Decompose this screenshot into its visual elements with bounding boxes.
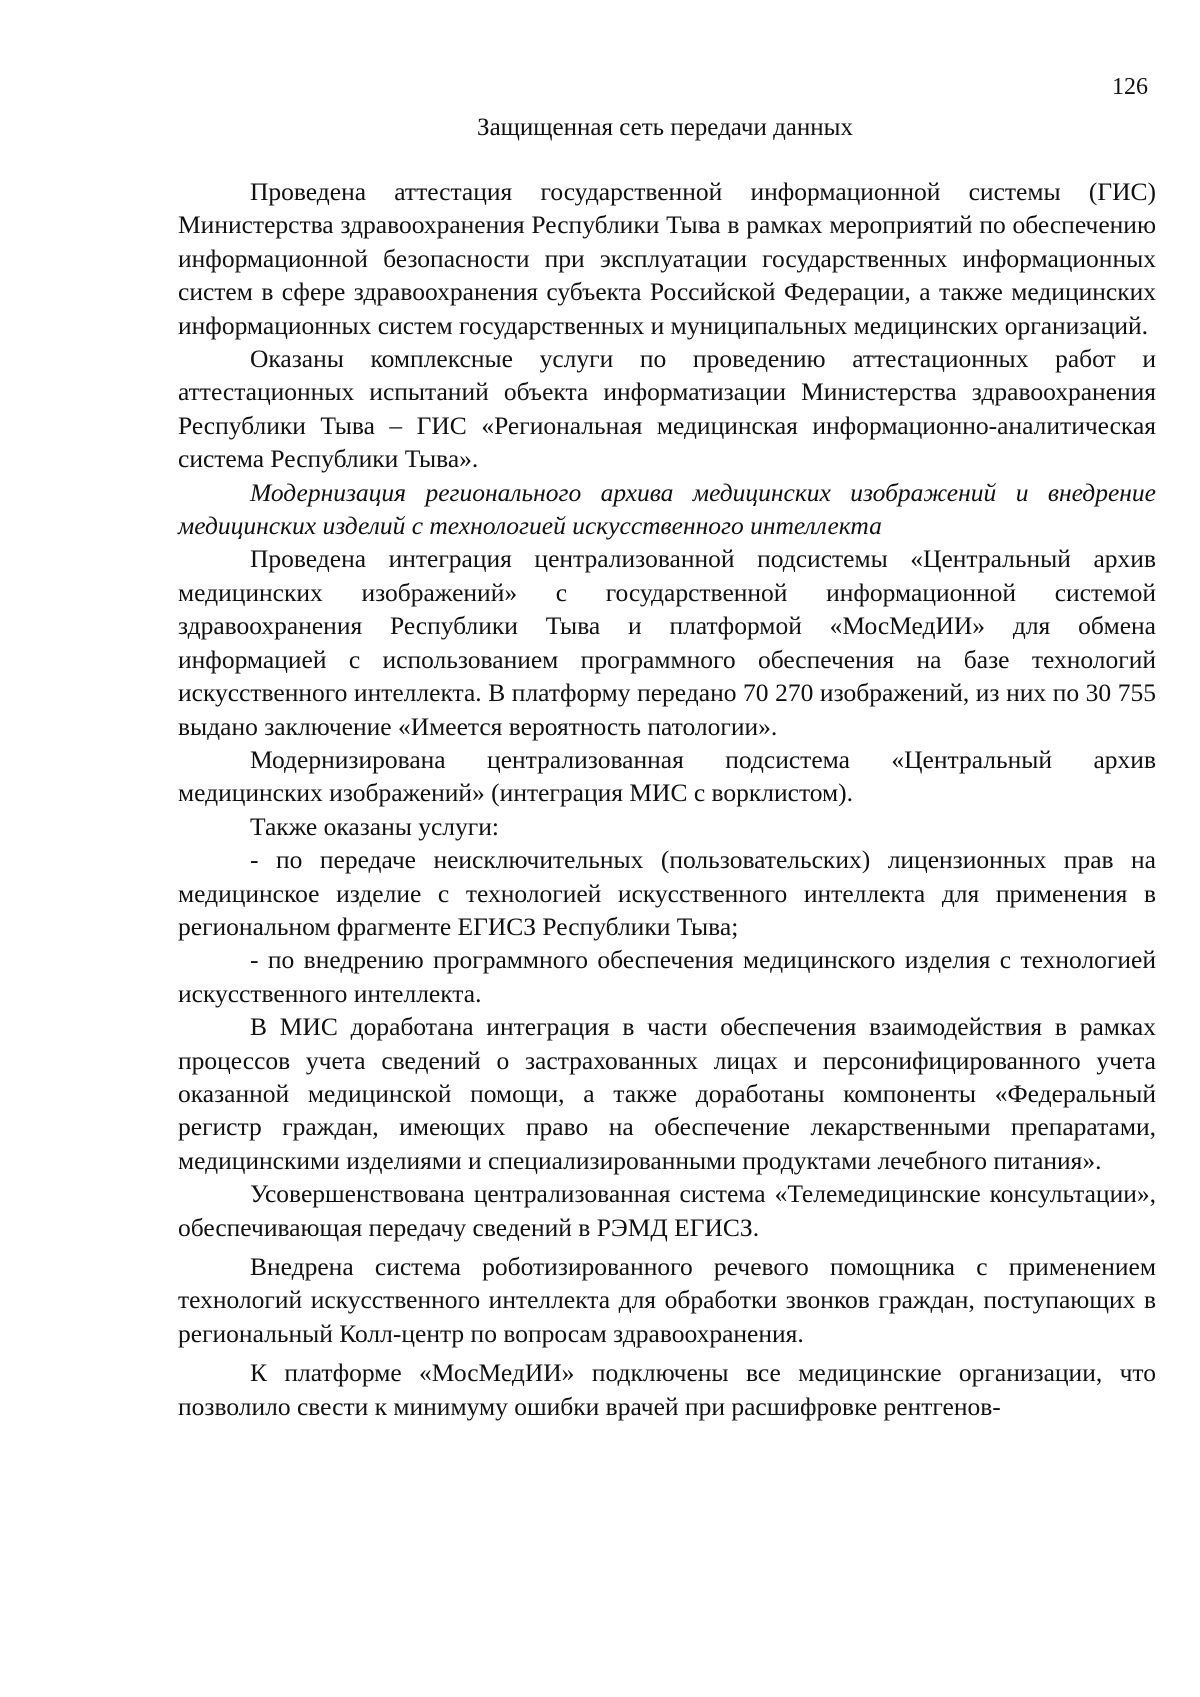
- page-number: 126: [1112, 74, 1148, 100]
- body-text: [178, 175, 1156, 1423]
- list-item-software-deployment: - по внедрению программного обеспечения медицинского изделия с технологией искусственного интеллекта.: [178, 945, 1156, 1008]
- list-item-license-transfer: - по передаче неисключительных (пользовательских) лицензионных прав на медицинское изделие с технологией искусственного интеллекта для применения в региональном фрагменте ЕГИСЗ Республики Тыва;: [178, 845, 1156, 941]
- paragraph-mosmedii-platform: К платформе «МосМедИИ» подключены все медицинские организации, что позволило свести к минимуму ошибки врачей при расшифровке рентгенов-: [178, 1358, 1156, 1421]
- paragraph-gis-attestation: Проведена аттестация государственной информационной системы (ГИС) Министерства здравоохранения Республики Тыва в рамках мероприятий по обеспечению информационной безопасности при эксплуатации государственных информационных систем в сфере здравоохранения субъекта Российской Федерации, а также медицинских информационных систем государственных и муниципальных медицинских организаций.: [178, 177, 1156, 340]
- subheading-archive-modernization: Модернизация регионального архива медицинских изображений и внедрение медицинских изделий с технологией искусственного интеллекта: [178, 477, 1156, 541]
- paragraph-services-intro: Также оказаны услуги:: [250, 811, 499, 841]
- paragraph-mis-integration: В МИС доработана интеграция в части обеспечения взаимодействия в рамках процессов учета сведений о застрахованных лицах и персонифицированного учета оказанной медицинской помощи, а также доработаны компоненты «Федеральный регистр граждан, имеющих право на обеспечение лекарственными препаратами, медицинскими изделиями и специализированными продуктами лечебного питания».: [178, 1012, 1156, 1175]
- paragraph-voice-assistant: Внедрена система роботизированного речевого помощника с применением технологий искусственного интеллекта для обработки звонков граждан, поступающих в региональный Колл-центр по вопросам здравоохранения.: [178, 1252, 1156, 1348]
- paragraph-attestation-services: Оказаны комплексные услуги по проведению аттестационных работ и аттестационных испытаний объекта информатизации Министерства здравоохранения Республики Тыва – ГИС «Региональная медицинская информационно-аналитическая система Республики Тыва».: [178, 344, 1156, 474]
- section-title: Защищенная сеть передачи данных: [477, 114, 853, 141]
- paragraph-telemedicine: Усовершенствована централизованная система «Телемедицинские консультации», обеспечивающая передачу сведений в РЭМД ЕГИСЗ.: [178, 1179, 1156, 1242]
- paragraph-archive-modernized: Модернизирована централизованная подсистема «Центральный архив медицинских изображений» (интеграция МИС с ворклистом).: [178, 744, 1156, 808]
- paragraph-archive-integration: Проведена интеграция централизованной подсистемы «Центральный архив медицинских изображений» с государственной информационной системой здравоохранения Республики Тыва и платформой «МосМедИИ» для обмена информацией с использованием программного обеспечения на базе технологий искусственного интеллекта. В платформу передано 70 270 изображений, из них по 30 755 выдано заключение «Имеется вероятность патологии».: [178, 544, 1156, 741]
